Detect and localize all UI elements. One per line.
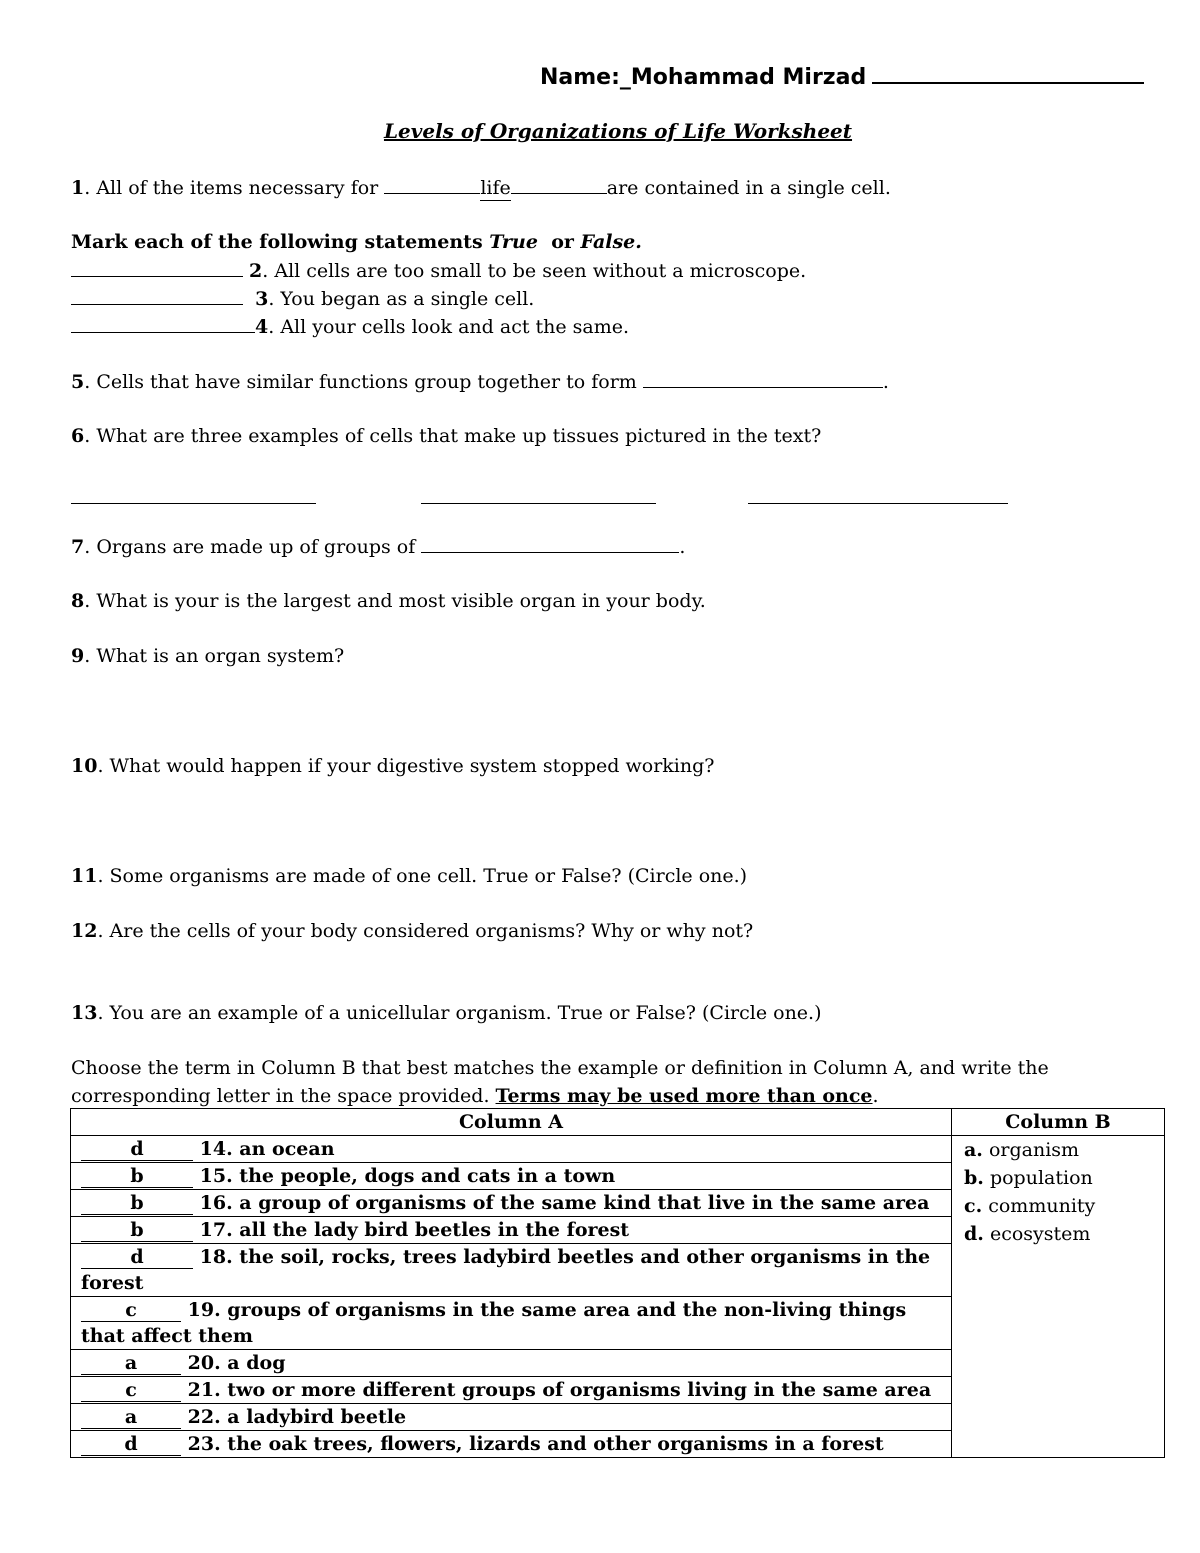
matching-instructions-line-2: corresponding letter in the space provided. Terms may be used more than once. [71,1085,879,1107]
option-a: a. organism [964,1139,1080,1161]
answer-blank-17[interactable]: b [81,1219,193,1242]
name-label: Name:_Mohammad Mirzad [540,65,867,90]
question-5-blank[interactable] [643,369,883,388]
question-1-answer[interactable]: life [480,177,511,199]
answer-blank-14[interactable]: d [81,1138,193,1161]
table-row: d 14. an ocean a. organism b. population c. community d. ecosystem [71,1136,1165,1163]
question-1: 1. All of the items necessary for life are contained in a single cell. [71,177,891,199]
question-3: 3. You began as a single cell. [71,286,534,311]
matching-table [70,1108,1165,1458]
question-6-blank-1[interactable] [71,493,316,504]
answer-blank-16[interactable]: b [81,1192,193,1215]
name-underline [872,62,1144,84]
question-8: 8. What is your is the largest and most visible organ in your body. [71,590,706,612]
column-b-header: Column B [952,1109,1165,1136]
question-6-blank-2[interactable] [421,493,656,504]
table-row: c 21. two or more different groups of organisms living in the same area [71,1377,1165,1404]
question-2-blank[interactable] [71,258,243,277]
table-row: b 15. the people, dogs and cats in a town [71,1163,1165,1190]
question-11: 11. Some organisms are made of one cell. True or False? (Circle one.) [71,865,748,887]
question-3-blank[interactable] [71,286,243,305]
question-9: 9. What is an organ system? [71,645,345,667]
matching-table-header [71,1109,1165,1136]
question-10: 10. What would happen if your digestive system stopped working? [71,755,715,777]
question-4-blank[interactable] [71,314,255,333]
question-12: 12. Are the cells of your body considered organisms? Why or why not? [71,920,754,942]
answer-blank-15[interactable]: b [81,1165,193,1188]
question-6: 6. What are three examples of cells that make up tissues pictured in the text? [71,425,822,447]
table-row: d 18. the soil, rocks, trees ladybird beetles and other organisms in the forest [71,1244,1165,1297]
answer-blank-19[interactable]: c [81,1299,181,1322]
question-4: 4. All your cells look and act the same. [71,314,629,339]
option-d: d. ecosystem [964,1223,1091,1245]
table-row: b 17. all the lady bird beetles in the forest [71,1217,1165,1244]
table-row: a 20. a dog [71,1350,1165,1377]
question-7: 7. Organs are made up of groups of . [71,536,686,558]
question-13: 13. You are an example of a unicellular organism. True or False? (Circle one.) [71,1002,822,1024]
answer-blank-20[interactable]: a [81,1352,181,1375]
answer-blank-22[interactable]: a [81,1406,181,1429]
worksheet-title: Levels of Organizations of Life Worksheet [383,119,853,143]
column-a-header: Column A [71,1109,952,1136]
column-b-options [952,1136,1165,1458]
answer-blank-21[interactable]: c [81,1379,181,1402]
question-5: 5. Cells that have similar functions group together to form . [71,371,889,393]
table-row: a 22. a ladybird beetle [71,1404,1165,1431]
table-row: c 19. groups of organisms in the same area and the non-living things that affect them [71,1297,1165,1350]
student-name [540,62,1144,90]
matching-instructions-emphasis: Terms may be used more than once [495,1085,873,1107]
table-row: b 16. a group of organisms of the same kind that live in the same area [71,1190,1165,1217]
question-6-answer-blanks [71,493,1031,507]
answer-blank-23[interactable]: d [81,1433,181,1456]
question-2: 2. All cells are too small to be seen without a microscope. [71,258,806,283]
option-c: c. community [964,1195,1096,1217]
matching-instructions-line-1: Choose the term in Column B that best matches the example or definition in Column A, and write the [71,1057,1049,1079]
question-7-blank[interactable] [421,534,679,553]
table-row: d 23. the oak trees, flowers, lizards and other organisms in a forest [71,1431,1165,1458]
option-b: b. population [964,1167,1093,1189]
true-false-instructions: Mark each of the following statements True or False. [71,231,642,253]
question-6-blank-3[interactable] [748,493,1008,504]
answer-blank-18[interactable]: d [81,1246,193,1269]
